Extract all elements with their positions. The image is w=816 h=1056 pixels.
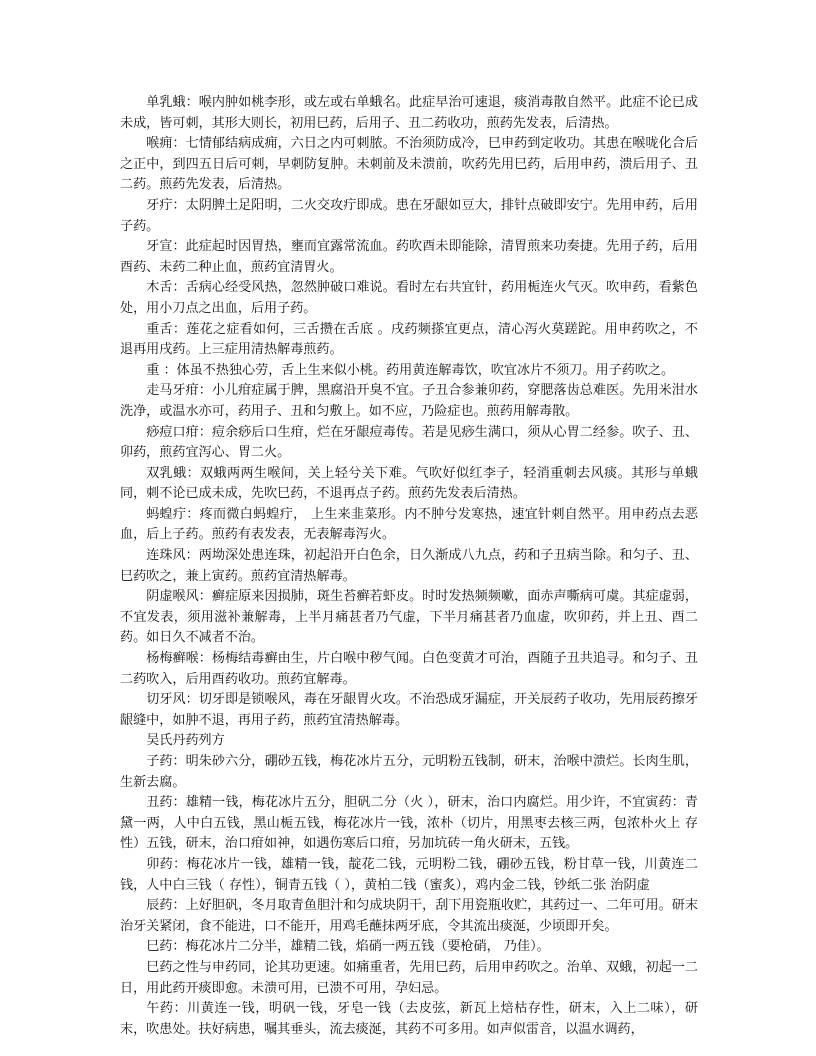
paragraph-tooth-boil: 牙疔：太阴脾土足阳明，二火交攻疔即成。患在牙龈如豆大，排针点破即安宁。先用申药，后用子药。 [120,197,698,234]
recipe-chen: 辰药：上好胆矾，冬月取青鱼胆汁和匀成块阴干，刮下用瓷瓶收贮，其药过一、二年可用。研末治牙关紧闭，食不能进，口不能开，用鸡毛蘸抹两牙底，令其流出痰涎，少顷即开矣。 [120,898,698,934]
document-page [120,93,698,1040]
recipe-zi: 子药：明朱砂六分，硼砂五钱，梅花冰片五分，元明粉五钱制，研末，治喉中溃烂。长肉生肌，生新去腐。 [120,754,698,790]
paragraph-tongue-swelling: 重 ：体虽不热独心劳，舌上生来似小桃。药用黄连解毒饮，吹宜冰片不须刀。用子药吹之。 [146,362,675,378]
recipe-si: 巳药：梅花冰片二分半，雄精二钱，焰硝一两五钱（要枪硝， 乃佳）。 [146,939,550,955]
paragraph-gum-bleeding: 牙宣：此症起时因胃热，壅而宜露常流血。药吹酉未即能除，清胃煎来功奏捷。先用子药，后用酉药、未药二种止血，煎药宜清胃火。 [120,239,698,275]
recipe-si-note: 巳药之性与申药同，论其功更速。如痛重者，先用巳药，后用申药吹之。治单、双蛾，初起一二日，用此药开痰即愈。未溃可用，已溃不可用，孕妇忌。 [120,959,698,996]
paragraph-throat-abscess: 喉痈：七情郁结病成痈，六日之内可刺脓。不治须防成冷，巳申药到定收功。其患在喉咙化合后之正中，到四五日后可刺，早刺防复肿。未刺前及未溃前，吹药先用巳药，后用申药，溃后用子、丑二药。煎药先发表，后清热。 [120,136,698,193]
recipe-mao: 卯药：梅花冰片一钱，雄精一钱，靛花二钱，元明粉二钱，硼砂五钱，粉甘草一钱，川黄连二钱，人中白三钱（ 存性），铜青五钱（ ），黄柏二钱（蜜炙），鸡内金二钱，钞纸二张 治阴虚 [120,856,698,893]
paragraph-double-tongue: 重舌：莲花之症看如何，三舌攒在舌底 。戌药频搽宜更点，清心泻火莫蹉跎。用申药吹之，不退再用戌药。上三症用清热解毒煎药。 [120,321,698,358]
paragraph-leech-boil: 蚂蝗疔：疼而微白蚂蝗疔， 上生来韭菜形。内不肿兮发寒热，速宜针刺自然平。用申药点去恶血，后上子药。煎药有表发表，无表解毒泻火。 [120,506,698,543]
recipe-chou-yin: 丑药：雄精一钱，梅花冰片五分，胆矾二分（火 ），研末，治口内腐烂。用少许，不宜寅药：青黛一两，人中白五钱，黑山栀五钱，梅花冰片一钱，浓朴（切片，用黑枣去核三两，包浓朴火上 存性）五钱，研末，治口疳如神，如遇伤寒后口疳，另加坑砖一角火研末，五钱。 [120,795,698,852]
paragraph-yin-deficiency-throat: 阴虚喉风：癣症原来因损肺，斑生苔癣若虾皮。时时发热频频嗽，面赤声嘶病可虞。其症虚弱，不宜发表，须用滋补兼解毒，上半月痛甚者乃气虚，下半月痛甚者乃血虚，吹卯药，并上丑、酉二药。如日久不减者不治。 [120,589,698,646]
section-heading: 吴氏丹药列方 [146,733,225,749]
paragraph-wooden-tongue: 木舌：舌病心经受风热，忽然肿破口难说。看时左右共宜针，药用栀连火气灭。吹申药，看紫色处，用小刀点之出血，后用子药。 [120,280,698,316]
recipe-wu: 午药：川黄连一钱，明矾一钱，牙皂一钱（去皮弦，新瓦上焙枯存性，研末，入上二味），研末，吹患处。扶好病患，嘱其垂头，流去痰涎，其药不可多用。如声似雷音，以温水调药， [120,1001,698,1037]
paragraph-lockjaw-wind: 切牙风：切牙即是锁喉风，毒在牙龈胃火攻。不治恐成牙漏症，开关辰药子收功，先用辰药擦牙龈缝中，如肿不退，再用子药，煎药宜清热解毒。 [120,692,698,728]
paragraph-noma: 走马牙疳：小儿疳症属于脾，黑腐沿开臭不宜。子丑合参兼卯药，穿腮落齿总难医。先用米泔水洗净，或温水亦可，药用子、丑和匀敷上。如不应，乃险症也。煎药用解毒散。 [120,383,698,419]
paragraph-pearl-wind: 连珠风：两坳深处患连珠，初起沿开白色余，日久渐成八九点，药和子丑病当除。和匀子、丑、巳药吹之，兼上寅药。煎药宜清热解毒。 [120,548,698,584]
paragraph-syphilis-throat: 杨梅癣喉：杨梅结毒癣由生，片白喉中秽气闻。白色变黄才可治，酉随子丑共追寻。和匀子、丑二药吹入，后用酉药收功。煎药宜解毒。 [120,651,698,687]
paragraph-measles-mouth-ulcer: 痧痘口疳：痘余痧后口生疳，烂在牙龈痘毒传。若是见痧生满口，须从心胃二经参。吹子、丑、卯药，煎药宜泻心、胃二火。 [120,424,698,461]
paragraph-single-tonsil: 单乳蛾：喉内肿如桃李形，或左或右单蛾名。此症早治可速退，痰消毒散自然平。此症不论已成未成，皆可刺，其形大则长，初用巳药，后用子、丑二药收功，煎药先发表，后清热。 [120,95,698,131]
paragraph-double-tonsil: 双乳蛾：双蛾两两生喉间，关上轻兮关下难。气吹好似红李子，轻消重刺去风痰。其形与单蛾同，刺不论已成未成，先吹巳药，不退再点子药。煎药先发表后清热。 [120,465,698,502]
